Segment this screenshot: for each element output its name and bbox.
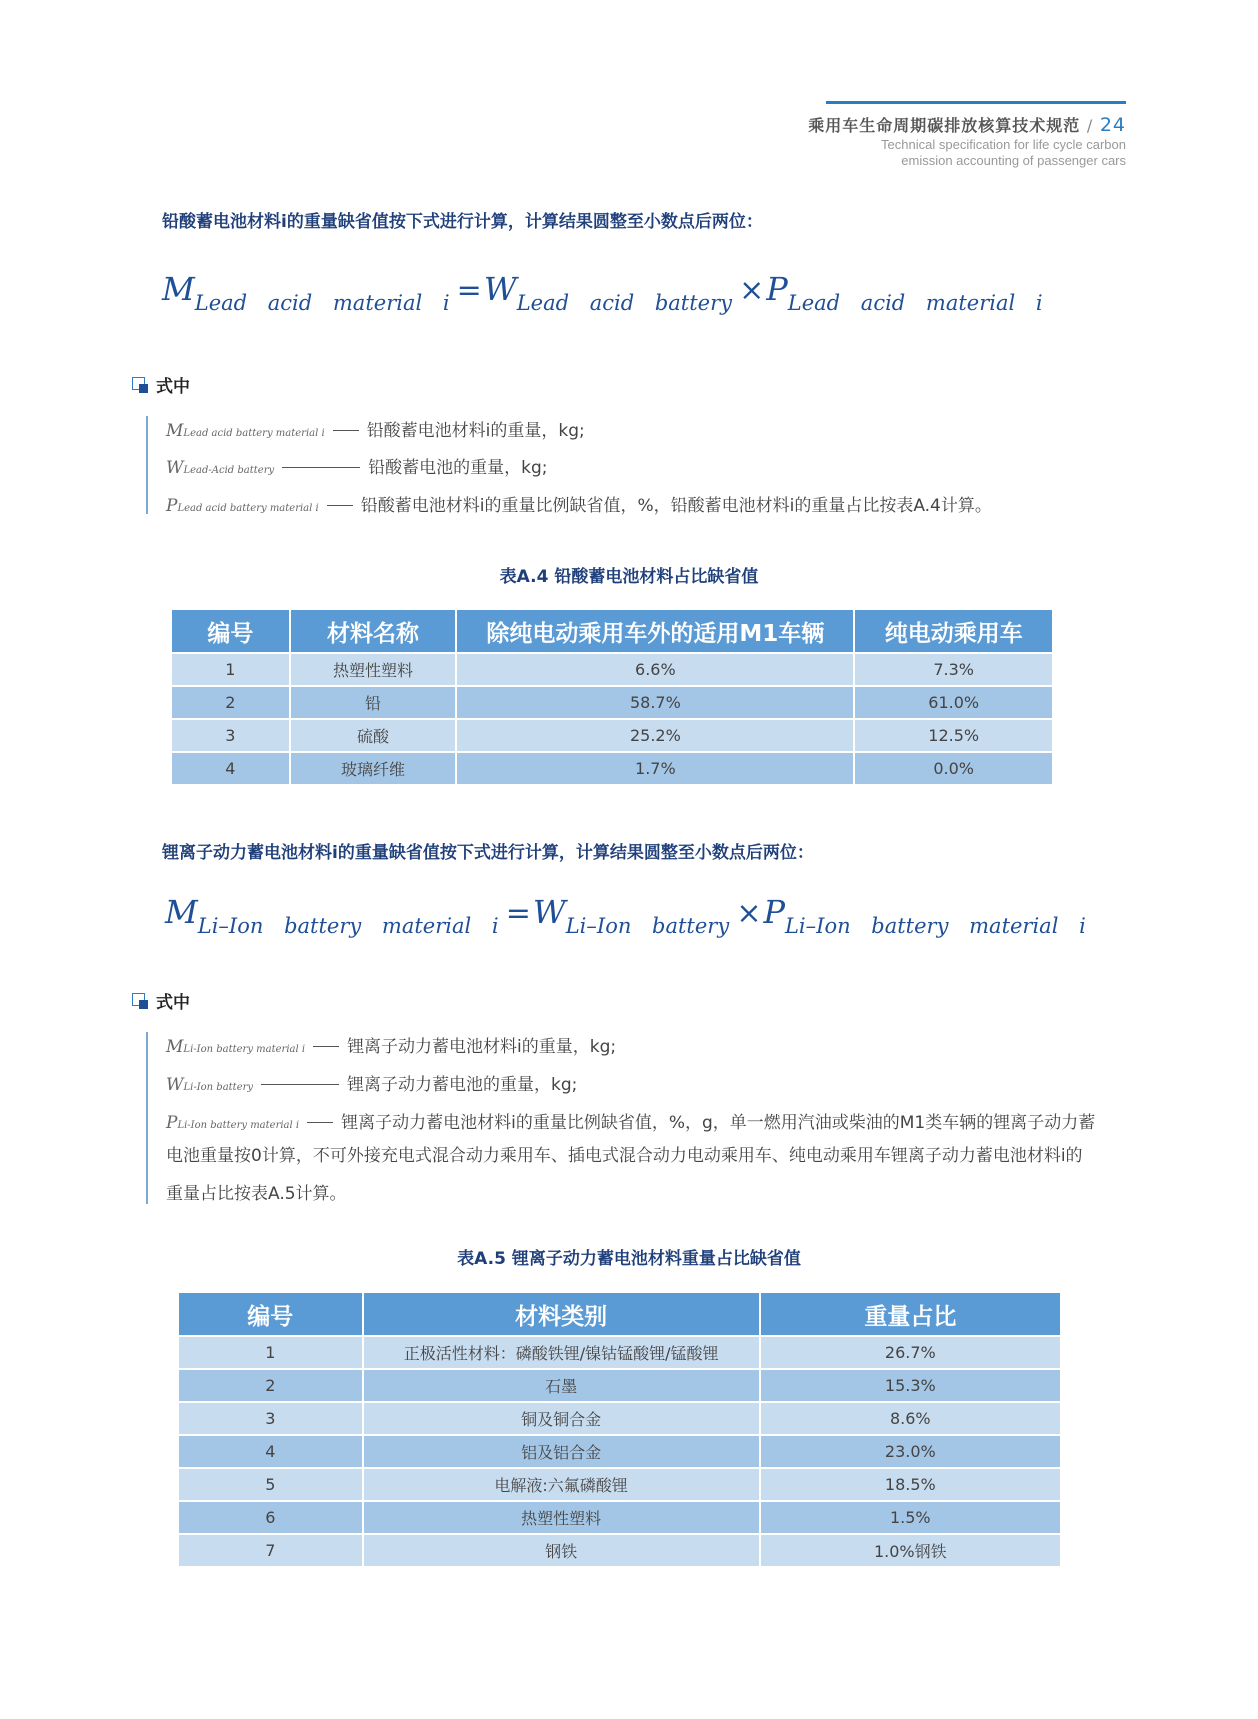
table-cell: 1.0%钢铁 (760, 1534, 1061, 1567)
header-title (808, 113, 1126, 136)
table-a4-header-id: 编号 (171, 609, 290, 653)
table-cell: 1 (178, 1336, 363, 1369)
section1-def-p (166, 491, 992, 516)
table-cell: 3 (178, 1402, 363, 1435)
section2-shizhong-label: 式中 (156, 993, 190, 1013)
table-cell: 4 (171, 752, 290, 785)
formula2-eq: = (505, 896, 531, 931)
def2-w-sub: Li-Ion battery (183, 1082, 254, 1093)
def2-p-cont1: 电池重量按0计算，不可外接充电式混合动力乘用车、插电式混合动力电动乘用车、纯电动乘用车锂离子动力蓄电池材料i的 (166, 1146, 1083, 1166)
header-subtitle-line1: Technical specification for life cycle carbon (881, 137, 1126, 152)
formula1-p: P (766, 270, 788, 308)
table-a4-header-material: 材料名称 (290, 609, 457, 653)
table-cell: 热塑性塑料 (363, 1501, 760, 1534)
table-cell: 15.3% (760, 1369, 1061, 1402)
table-cell: 58.7% (456, 686, 854, 719)
table-a5-header-id: 编号 (178, 1292, 363, 1336)
table-cell: 18.5% (760, 1468, 1061, 1501)
table-cell: 23.0% (760, 1435, 1061, 1468)
def1-m-text: 铅酸蓄电池材料i的重量，kg; (366, 421, 585, 441)
table-a5-caption: 表A.5 锂离子动力蓄电池材料重量占比缺省值 (457, 1249, 801, 1269)
table-cell: 玻璃纤维 (290, 752, 457, 785)
table-cell: 铝及铝合金 (363, 1435, 760, 1468)
section2-formula (165, 893, 1086, 938)
table-cell: 正极活性材料：磷酸铁锂/镍钴锰酸锂/锰酸锂 (363, 1336, 760, 1369)
table-cell: 铅 (290, 686, 457, 719)
table-cell: 石墨 (363, 1369, 760, 1402)
section2-def-m (166, 1032, 616, 1057)
table-cell: 6 (178, 1501, 363, 1534)
table-row (171, 653, 1053, 686)
table-cell: 铜及铜合金 (363, 1402, 760, 1435)
table-a4-header-row (171, 609, 1053, 653)
section1-shizhong (132, 372, 190, 397)
table-a4 (170, 608, 1054, 786)
def1-m-symbol: M (166, 421, 184, 441)
table-a5 (177, 1291, 1062, 1568)
table-cell: 5 (178, 1468, 363, 1501)
def2-m-symbol: M (166, 1037, 184, 1057)
table-cell: 4 (178, 1435, 363, 1468)
table-cell: 8.6% (760, 1402, 1061, 1435)
formula2-times: × (736, 896, 762, 931)
square-bullet-icon (132, 377, 148, 393)
def2-p-sub: Li-Ion battery material i (177, 1120, 300, 1131)
table-cell: 7 (178, 1534, 363, 1567)
formula2-w-sub: Li–Ion battery (565, 914, 730, 938)
table-row (178, 1501, 1061, 1534)
table-row (178, 1435, 1061, 1468)
def1-p-sub: Lead acid battery material i (177, 503, 319, 514)
table-row (178, 1336, 1061, 1369)
section1-def-bar (146, 416, 148, 514)
formula1-times: × (739, 273, 765, 308)
table-a4-caption: 表A.4 铅酸蓄电池材料占比缺省值 (499, 567, 759, 587)
table-cell: 7.3% (854, 653, 1053, 686)
def2-p-cont2: 重量占比按表A.5计算。 (166, 1184, 347, 1204)
table-row (178, 1402, 1061, 1435)
def2-m-text: 锂离子动力蓄电池材料i的重量，kg; (347, 1037, 617, 1057)
table-cell: 钢铁 (363, 1534, 760, 1567)
table-a5-header-category: 材料类别 (363, 1292, 760, 1336)
table-row (171, 686, 1053, 719)
section1-formula (162, 270, 1043, 315)
section2-def-p (166, 1108, 1095, 1133)
section1-shizhong-label: 式中 (156, 377, 190, 397)
def1-w-sub: Lead-Acid battery (183, 465, 275, 476)
table-cell: 0.0% (854, 752, 1053, 785)
table-cell: 2 (178, 1369, 363, 1402)
def2-m-sub: Li-Ion battery material i (183, 1044, 306, 1055)
section2-def-bar (146, 1032, 148, 1204)
formula2-w: W (532, 893, 566, 931)
def2-w-text: 锂离子动力蓄电池的重量，kg; (347, 1075, 578, 1095)
def1-w-symbol: W (166, 458, 184, 478)
def1-p-symbol: P (166, 496, 178, 516)
formula1-p-sub: Lead acid material i (787, 291, 1043, 315)
table-row (178, 1468, 1061, 1501)
formula2-m-sub: Li–Ion battery material i (197, 914, 499, 938)
table-cell: 6.6% (456, 653, 854, 686)
table-row (178, 1369, 1061, 1402)
header-title-text: 乘用车生命周期碳排放核算技术规范 (808, 116, 1081, 135)
def1-m-sub: Lead acid battery material i (183, 428, 325, 439)
section2-def-w (166, 1070, 577, 1095)
table-cell: 硫酸 (290, 719, 457, 752)
table-cell: 2 (171, 686, 290, 719)
formula2-m: M (165, 893, 198, 931)
section1-def-w (166, 453, 548, 478)
formula1-eq: = (456, 273, 482, 308)
table-row (171, 752, 1053, 785)
def1-w-text: 铅酸蓄电池的重量，kg; (368, 458, 548, 478)
formula1-m: M (162, 270, 195, 308)
square-bullet-icon (132, 993, 148, 1009)
table-cell: 热塑性塑料 (290, 653, 457, 686)
formula2-p-sub: Li–Ion battery material i (784, 914, 1086, 938)
table-cell: 61.0% (854, 686, 1053, 719)
table-cell: 3 (171, 719, 290, 752)
formula1-m-sub: Lead acid material i (194, 291, 450, 315)
table-row (171, 719, 1053, 752)
section2-shizhong (132, 988, 190, 1013)
def2-w-symbol: W (166, 1075, 184, 1095)
def1-p-text: 铅酸蓄电池材料i的重量比例缺省值，%，铅酸蓄电池材料i的重量占比按表A.4计算。 (360, 496, 992, 516)
table-row (178, 1534, 1061, 1567)
table-cell: 1 (171, 653, 290, 686)
table-cell: 26.7% (760, 1336, 1061, 1369)
section2-heading: 锂离子动力蓄电池材料i的重量缺省值按下式进行计算，计算结果圆整至小数点后两位： (162, 843, 814, 863)
def2-p-text: 锂离子动力蓄电池材料i的重量比例缺省值，%，g，单一燃用汽油或柴油的M1类车辆的锂离子动力蓄 (341, 1113, 1096, 1133)
header-subtitle-line2: emission accounting of passenger cars (901, 153, 1126, 168)
table-cell: 1.5% (760, 1501, 1061, 1534)
table-cell: 12.5% (854, 719, 1053, 752)
def2-p-symbol: P (166, 1113, 178, 1133)
table-a5-header-row (178, 1292, 1061, 1336)
header-subtitle (881, 137, 1126, 169)
formula1-w: W (483, 270, 517, 308)
page-number: 24 (1099, 114, 1126, 136)
formula1-w-sub: Lead acid battery (516, 291, 733, 315)
table-a4-header-ev: 纯电动乘用车 (854, 609, 1053, 653)
table-cell: 电解液:六氟磷酸锂 (363, 1468, 760, 1501)
header-rule (826, 101, 1126, 104)
table-a4-header-m1: 除纯电动乘用车外的适用M1车辆 (456, 609, 854, 653)
table-cell: 25.2% (456, 719, 854, 752)
table-a5-header-share: 重量占比 (760, 1292, 1061, 1336)
table-cell: 1.7% (456, 752, 854, 785)
header-separator: / (1086, 116, 1094, 135)
section2-def-p-continued (166, 1137, 1083, 1213)
section1-def-m (166, 416, 585, 441)
section1-heading: 铅酸蓄电池材料i的重量缺省值按下式进行计算，计算结果圆整至小数点后两位： (162, 212, 763, 232)
formula2-p: P (763, 893, 785, 931)
